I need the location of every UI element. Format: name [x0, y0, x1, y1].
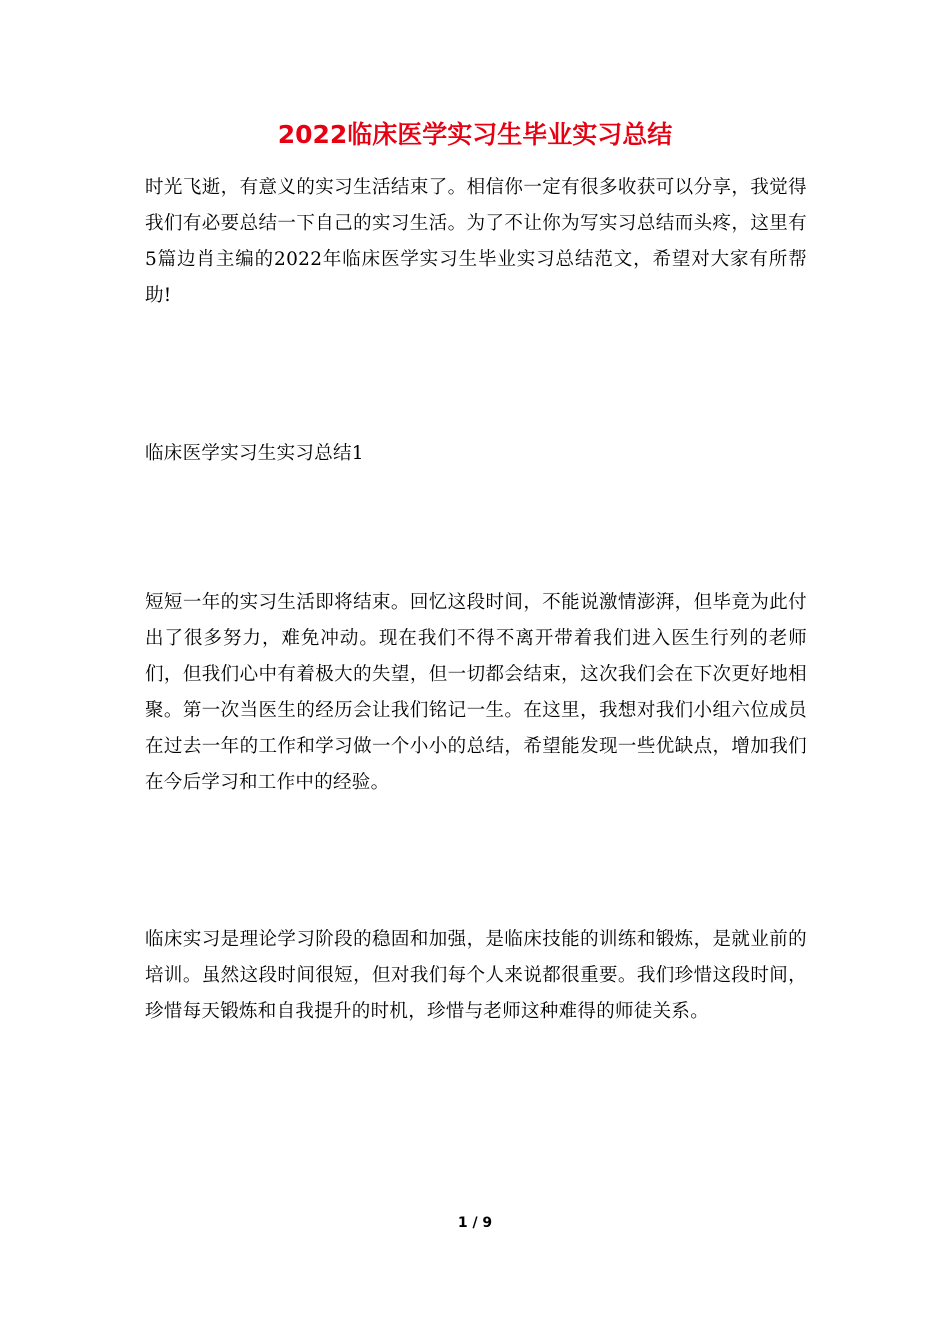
section-heading: 临床医学实习生实习总结1: [145, 443, 364, 464]
document-title: 2022临床医学实习生毕业实习总结: [277, 120, 673, 149]
body-paragraph-2: 临床实习是理论学习阶段的稳固和加强，是临床技能的训练和锻炼，是就业前的培训。虽然这段时间很短，但对我们每个人来说都很重要。我们珍惜这段时间，珍惜每天锻炼和自我提升的时机，珍惜与老师这种难得的师徒关系。: [145, 929, 807, 1022]
intro-paragraph: 时光飞逝，有意义的实习生活结束了。相信你一定有很多收获可以分享，我觉得我们有必要总结一下自己的实习生活。为了不让你为写实习总结而头疼，这里有5篇边肖主编的2022年临床医学实习生毕业实习总结范文，希望对大家有所帮助!: [145, 177, 807, 306]
page-indicator: 1 / 9: [457, 1215, 493, 1231]
body-paragraph-1: 短短一年的实习生活即将结束。回忆这段时间，不能说激情澎湃，但毕竟为此付出了很多努力，难免冲动。现在我们不得不离开带着我们进入医生行列的老师们，但我们心中有着极大的失望，但一切都会结束，这次我们会在下次更好地相聚。第一次当医生的经历会让我们铭记一生。在这里，我想对我们小组六位成员在过去一年的工作和学习做一个小小的总结，希望能发现一些优缺点，增加我们在今后学习和工作中的经验。: [145, 592, 807, 793]
